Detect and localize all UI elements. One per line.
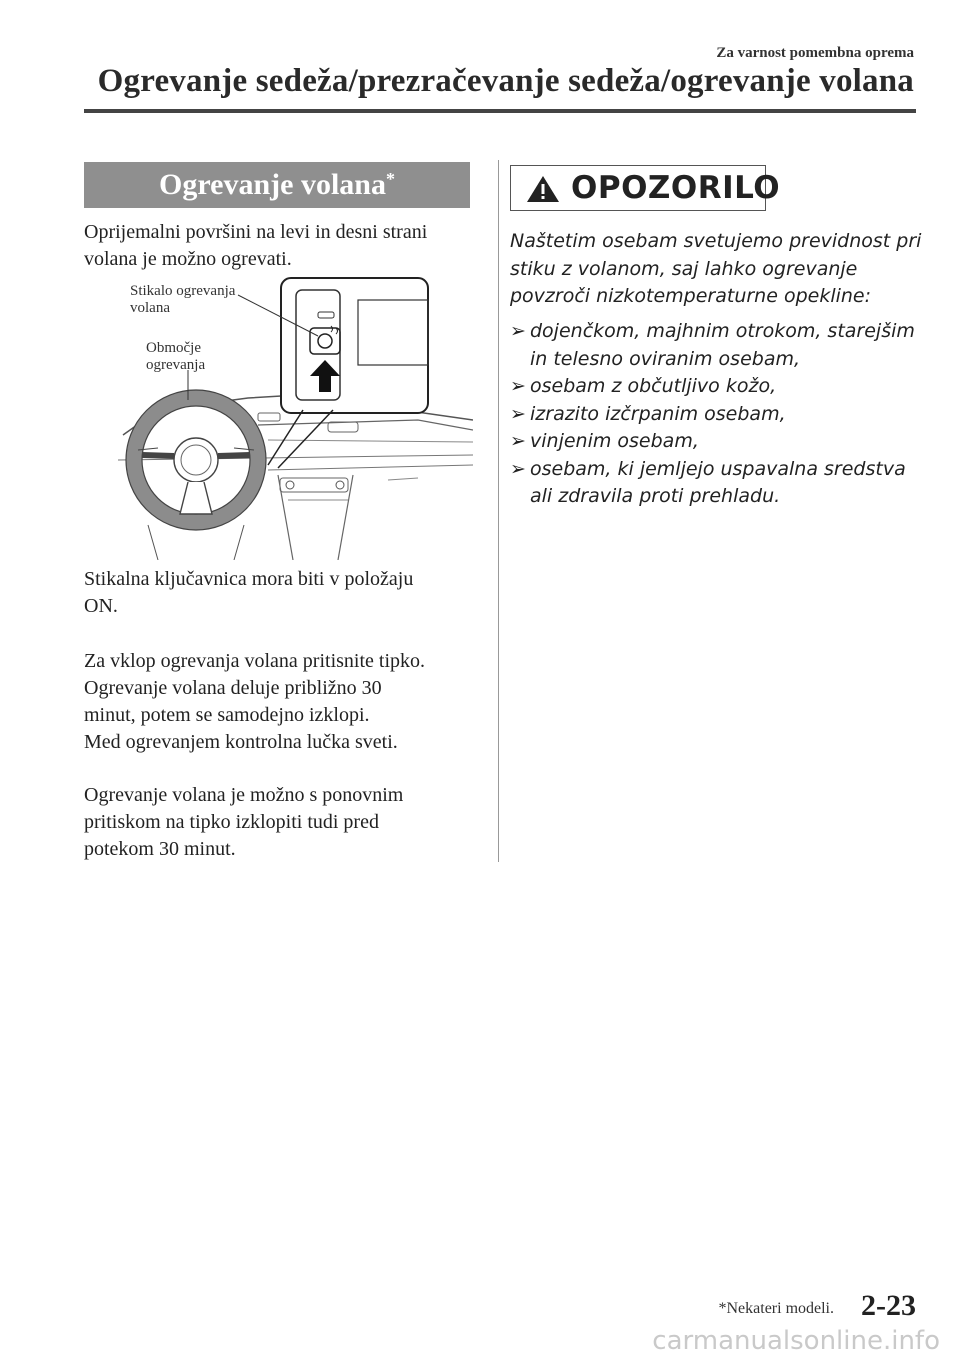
- body-line: Stikalna ključavnica mora biti v položaju: [84, 568, 414, 590]
- list-item-line: osebam z občutljivo kožo,: [530, 375, 777, 397]
- body-line: potekom 30 minut.: [84, 838, 236, 860]
- list-item-line: ali zdravila proti prehladu.: [530, 485, 781, 507]
- intro-paragraph: [84, 219, 484, 273]
- body-line: minut, potem se samodejno izklopi.: [84, 704, 370, 726]
- list-item: [510, 456, 915, 511]
- header-subtitle: Za varnost pomembna oprema: [716, 45, 914, 61]
- callout-switch-line: volana: [130, 300, 170, 316]
- arrow-bullet-icon: ➢: [510, 402, 526, 425]
- warning-intro-line: Naštetim osebam svetujemo previdnost pri: [510, 230, 922, 252]
- arrow-bullet-icon: ➢: [510, 320, 526, 342]
- warning-intro-line: stiku z volanom, saj lahko ogrevanje: [510, 257, 858, 280]
- warning-box: [510, 165, 781, 211]
- list-item-line: dojenčkom, majhnim otrokom, starejšim: [530, 320, 915, 342]
- body-line: ON.: [84, 595, 118, 617]
- arrow-bullet-icon: ➢: [510, 457, 526, 480]
- callout-area-line: Območje: [146, 340, 201, 356]
- warning-label: OPOZORILO: [571, 170, 781, 206]
- header-rule: [84, 109, 916, 113]
- footnote: *Nekateri modeli.: [718, 1300, 834, 1317]
- callout-area: [146, 340, 205, 374]
- arrow-bullet-icon: ➢: [510, 430, 526, 452]
- warning-triangle-icon: [525, 174, 561, 204]
- body-paragraph-1: [84, 566, 484, 620]
- section-title: Ogrevanje volana: [159, 168, 386, 201]
- steering-wheel-figure: [118, 270, 473, 560]
- callout-switch-line: Stikalo ogrevanja: [130, 283, 236, 299]
- intro-line: volana je možno ogrevati.: [84, 248, 292, 270]
- list-item-line: in telesno oviranim osebam,: [530, 347, 801, 370]
- list-item: [510, 428, 915, 456]
- body-line: Ogrevanje volana je možno s ponovnim: [84, 784, 404, 806]
- warning-list: [510, 318, 915, 511]
- callout-switch: [130, 283, 235, 317]
- warning-intro: [510, 228, 922, 311]
- column-divider: [498, 160, 499, 862]
- intro-line: Oprijemalni površini na levi in desni strani: [84, 221, 428, 243]
- warning-intro-line: povzroči nizkotemperaturne opekline:: [510, 285, 872, 307]
- page-title: Ogrevanje sedeža/prezračevanje sedeža/ogrevanje volana: [97, 63, 914, 99]
- body-line: Za vklop ogrevanja volana pritisnite tipko.: [84, 650, 426, 672]
- body-paragraph-2: [84, 648, 484, 756]
- list-item-line: vinjenim osebam,: [530, 430, 699, 452]
- section-title-mark: *: [385, 169, 395, 189]
- list-item: [510, 318, 915, 373]
- body-paragraph-3: [84, 782, 484, 863]
- section-banner: [84, 162, 470, 208]
- callout-area-line: ogrevanja: [146, 357, 206, 373]
- body-line: Ogrevanje volana deluje približno 30: [84, 677, 382, 699]
- list-item: [510, 401, 915, 429]
- arrow-bullet-icon: ➢: [510, 375, 526, 397]
- body-line: pritiskom na tipko izklopiti tudi pred: [84, 811, 379, 833]
- list-item: [510, 373, 915, 401]
- list-item-line: izrazito izčrpanim osebam,: [530, 402, 786, 425]
- page-number: 2-23: [861, 1289, 916, 1322]
- watermark: carmanualsonline.info: [652, 1326, 940, 1356]
- body-line: Med ogrevanjem kontrolna lučka sveti.: [84, 731, 398, 753]
- list-item-line: osebam, ki jemljejo uspavalna sredstva: [530, 457, 906, 480]
